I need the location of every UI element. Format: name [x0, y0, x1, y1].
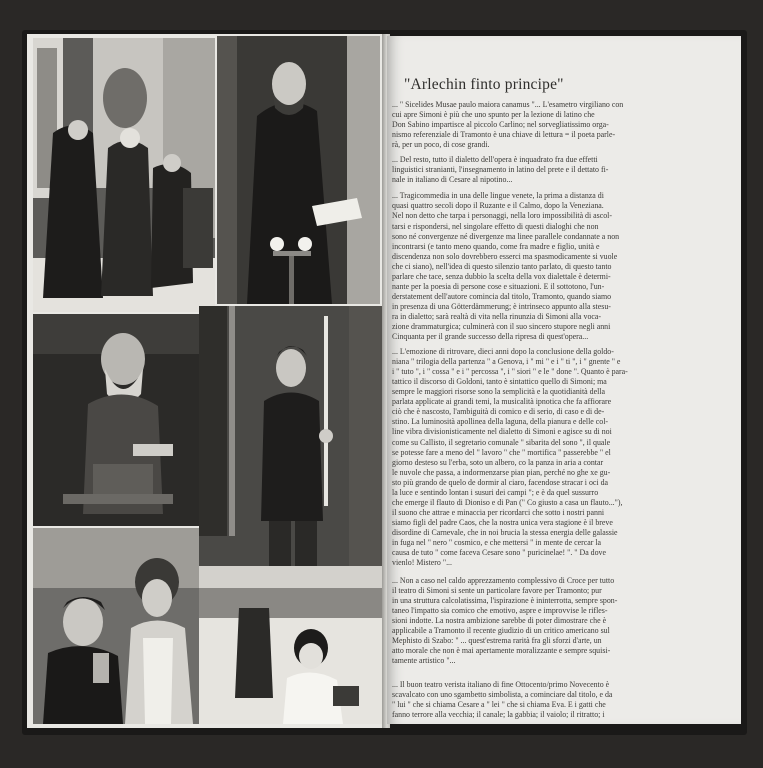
article-title: "Arlechin finto principe": [404, 76, 564, 93]
photo-three-figures: [33, 38, 215, 312]
photo-man-with-paper: [217, 36, 380, 304]
photo-seated-old-man: [33, 314, 199, 526]
paragraph-3: ... Tragicommedia in una delle lingue venete, la prima a distanza di quasi quattro secoli dopo il Ruzante e il Calmo, dopo la Veneziana. Nel non detto che tarpa i personaggi, nella loro impossibilità di ascol- tarsi e rispondersi, nel singolare effetto di questi dialoghi che non sono né convergenze né divergenze ma linee parallele condannate a non incontrarsi (e tanto meno quando, come fra madre e figlio, unità e discendenza non solo dovrebbero esserci ma spasmodicamente si vuole che ci siano), nell'idea di questo silenzio tanto parlato, di questo tanto parlare che tace, senza dubbio la scelta della vox dialettale è determi- nante per la poesia di persone cose e situazioni. E il sottotono, l'un- derstatement dell'autore comincia dal titolo, Tramonto, quando siamo in presenza di una Götterdämmerung; è intrinseco appunto alla stesu- ra in dialetto; sarà realtà di vita nella rinunzia di Simoni alla voca- zione drammaturgica; culminerà con il suo sincero stupore negli anni Cinquanta per il grande successo della ripresa di quest'opera...: [392, 191, 620, 342]
paragraph-2: ... Del resto, tutto il dialetto dell'opera è inquadrato fra due effetti linguistici stranianti, l'insegnamento in latino del prete e il dettato fi- nale in italiano di Cesare al nipotino...: [392, 155, 609, 185]
paragraph-5: ... Non a caso nel caldo apprezzamento complessivo di Croce per tutto il teatro di Simoni si sente un particolare favore per Tramonto; pur in una struttura calcolatissima, l'ispirazione è ininterrotta, sempre spon- taneo l'impatto sia comico che emotivo, aspre e improvvise le rifles- sioni indotte. La nostra ambizione sarebbe di poter dimostrare che è applicabile a Tramonto il recente giudizio di un critico americano sul Mephisto di Szabo: " ... quest'estrema rarità fra gli sforzi d'arte, un atto morale che non è mai apertamente moralizzante e sempre squisi- tamente artistico "...: [392, 576, 618, 666]
paragraph-1: ... " Sicelides Musae paulo maiora canamus "... L'esametro virgiliano con cui apre Simoni è più che uno spunto per la lezione di latino che Don Sabino impartisce al piccolo Carlino; nel sorvegliatissimo orga- nismo referenziale di Tramonto è una chiave di lettura = il poeta parle- rà, per un poco, di cose grandi.: [392, 100, 624, 150]
paragraph-4: ... L'emozione di ritrovare, dieci anni dopo la conclusione della goldo- niana " trilogia della partenza " a Genova, i " mi " e i " ti ", i " gnente " e i " tuto ", i " cossa " e i " percossa ", i " siori " e le " done ". Quanto è para- tattico il discorso di Goldoni, tanto è sintattico quello di Simoni; ma sempre le maggiori risorse sono la semplicità e la quotidianità della parlata applicate ai grandi temi, la musicalità ipnotica che fa affiorare ciò che è nascosto, l'ambiguità di comico e di serio, di caso e di de- stino. La luminosità apollinea della laguna, della pianura e delle col- line vibra divisionisticamente nel dialetto di Simoni e agisce su di noi come su Callisto, il segretario comunale " sibarita del sono ", il quale se potesse fare a meno del " lavoro " che " mortifica " passerebbe " el giorno desteso su l'erba, soto un albero, co la panza in aria a contar le nuvole che passa, a indormenzarse pian pian, perché no ghe xe gu- sto più grando de quelo de dormir al ciaro, facendose stracar i oci da la luce e sentindo lontan i susuri dei campi "; e è da quel sussurro che emerge il flauto di Dioniso e di Pan (" Co giusto a casa un flauto..."), il suono che attrae e minaccia per ricordarci che sotto i nostri panni siamo figli del padre Caos, che la nostra unica vera stagione è il breve disordine di Carnevale, che in noi brucia la stessa energia delle galassie in fuga nel " nero " cosmico, e che mettersi " in mente de cercar la causa de tuto " come faceva Cesare sono " puricinelae! ". " Da dove vienlo! Mistero "...: [392, 347, 628, 568]
left-page: [27, 34, 387, 728]
article-body: [392, 100, 730, 730]
photo-man-with-cane: [199, 306, 383, 588]
photo-child-with-book: [199, 588, 383, 724]
photo-man-and-woman: [33, 528, 199, 724]
paragraph-6: ... Il buon teatro verista italiano di fine Ottocento/primo Novecento è scavalcato con uno sgambetto simbolista, a cominciare dal titolo, e da " lui " che si chiama Cesare a " lei " che si chiama Eva. E i gatti che fanno terrore alla vecchia; il canale; la gabbia; il vaiolo; il ritratto; i: [392, 679, 613, 719]
